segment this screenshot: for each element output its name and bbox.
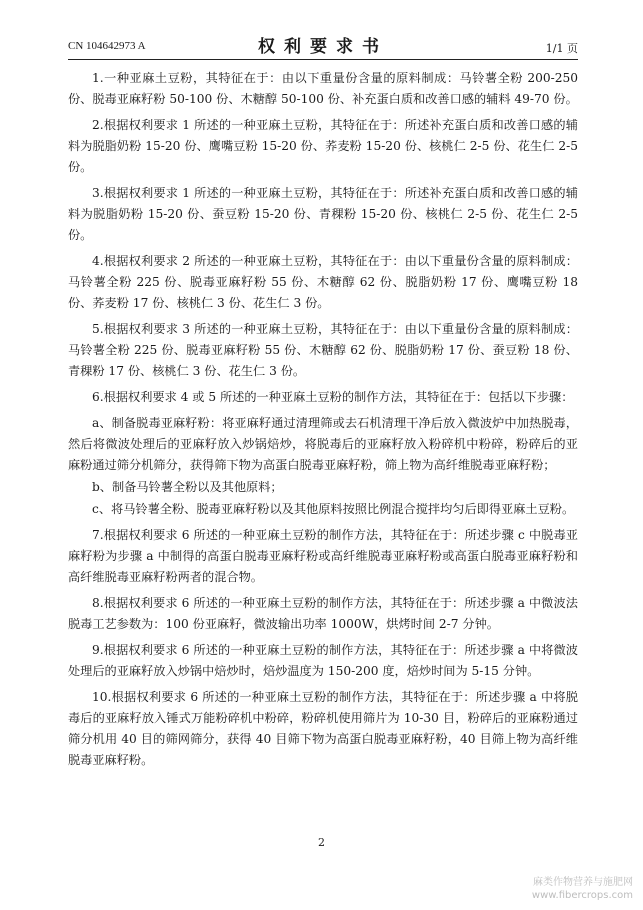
site-watermark: [532, 876, 633, 902]
claim-6-step-a: a、制备脱毒亚麻籽粉：将亚麻籽通过清理筛或去石机清理干净后放入微波炉中加热脱毒，然后将微波处理后的亚麻籽放入炒锅焙炒，将脱毒后的亚麻籽放入粉碎机中粉碎，粉碎后的亚麻粉通过筛分机筛分，获得筛下物为高蛋白脱毒亚麻籽粉，筛上物为高纤维脱毒亚麻籽粉；: [68, 416, 578, 472]
page-number: 2: [318, 836, 325, 849]
claim-4: 4.根据权利要求 2 所述的一种亚麻土豆粉，其特征在于：由以下重量份含量的原料制成：马铃薯全粉 225 份、脱毒亚麻籽粉 55 份、木糖醇 62 份、脱脂奶粉 17 份、鹰嘴豆粉 18 份、荞麦粉 17 份、核桃仁 3 份、花生仁 3 份。: [68, 254, 578, 310]
claim-6-step-c: c、将马铃薯全粉、脱毒亚麻籽粉以及其他原料按照比例混合搅拌均匀后即得亚麻土豆粉。: [92, 502, 575, 516]
claims-body: [68, 68, 578, 776]
claim-7: 7.根据权利要求 6 所述的一种亚麻土豆粉的制作方法，其特征在于：所述步骤 c 中脱毒亚麻籽粉为步骤 a 中制得的高蛋白脱毒亚麻籽粉或高纤维脱毒亚麻籽粉或高蛋白脱毒亚麻籽粉和高纤维脱毒亚麻籽粉两者的混合物。: [68, 528, 578, 584]
claim-2: 2.根据权利要求 1 所述的一种亚麻土豆粉，其特征在于：所述补充蛋白质和改善口感的辅料为脱脂奶粉 15-20 份、鹰嘴豆粉 15-20 份、荞麦粉 15-20 份、核桃仁 2-5 份、花生仁 2-5 份。: [68, 118, 578, 174]
document-title: 权利要求书: [258, 37, 388, 57]
watermark-url: www.fibercrops.com: [531, 890, 633, 901]
claim-8: 8.根据权利要求 6 所述的一种亚麻土豆粉的制作方法，其特征在于：所述步骤 a 中微波法脱毒工艺参数为：100 份亚麻籽，微波输出功率 1000W，烘烤时间 2-7 分钟。: [68, 596, 578, 631]
claim-5: 5.根据权利要求 3 所述的一种亚麻土豆粉，其特征在于：由以下重量份含量的原料制成：马铃薯全粉 225 份、脱毒亚麻籽粉 55 份、木糖醇 62 份、脱脂奶粉 17 份、蚕豆粉 18 份、青稞粉 17 份、核桃仁 3 份、花生仁 3 份。: [68, 322, 578, 378]
claim-6: 6.根据权利要求 4 或 5 所述的一种亚麻土豆粉的制作方法，其特征在于：包括以下步骤：: [92, 390, 574, 404]
patent-number: CN 104642973 A: [68, 40, 146, 52]
claim-9: 9.根据权利要求 6 所述的一种亚麻土豆粉的制作方法，其特征在于：所述步骤 a 中将微波处理后的亚麻籽放入炒锅中焙炒时，焙炒温度为 150-200 度，焙炒时间为 5-15 分钟。: [68, 643, 578, 678]
header-divider: [68, 59, 578, 60]
page-header: [68, 30, 578, 56]
claim-1: 1.一种亚麻土豆粉，其特征在于：由以下重量份含量的原料制成：马铃薯全粉 200-250 份、脱毒亚麻籽粉 50-100 份、木糖醇 50-100 份、补充蛋白质和改善口感的辅料 49-70 份。: [68, 71, 578, 106]
watermark-name: 麻类作物营养与施肥网: [533, 877, 633, 888]
page-indicator: 1/1 页: [545, 42, 578, 55]
claim-3: 3.根据权利要求 1 所述的一种亚麻土豆粉，其特征在于：所述补充蛋白质和改善口感的辅料为脱脂奶粉 15-20 份、蚕豆粉 15-20 份、青稞粉 15-20 份、核桃仁 2-5 份、花生仁 2-5 份。: [68, 186, 578, 242]
claim-10: 10.根据权利要求 6 所述的一种亚麻土豆粉的制作方法，其特征在于：所述步骤 a 中将脱毒后的亚麻籽放入锤式万能粉碎机中粉碎，粉碎机使用筛片为 10-30 目，粉碎后的亚麻粉通过筛分机用 40 目的筛网筛分，获得 40 目筛下物为高蛋白脱毒亚麻籽粉，40 目筛上物为高纤维脱毒亚麻籽粉。: [68, 690, 578, 767]
claim-6-step-b: b、制备马铃薯全粉以及其他原料；: [92, 480, 283, 494]
